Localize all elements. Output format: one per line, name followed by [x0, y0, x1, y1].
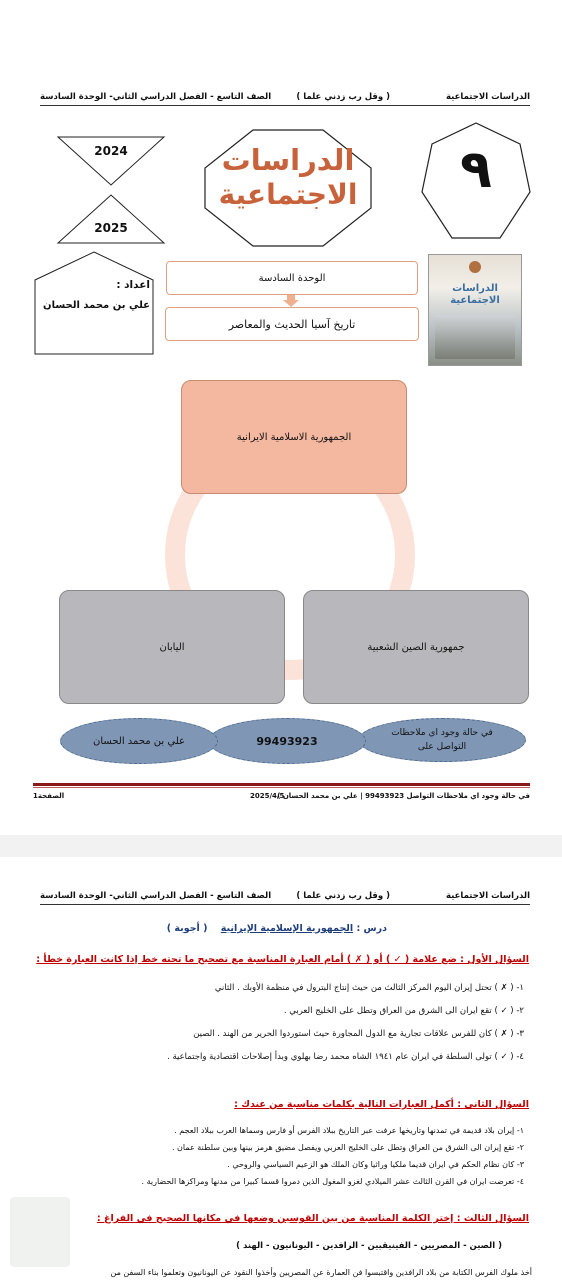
- year-bottom: 2025: [94, 221, 128, 235]
- footer-page-number: الصفحة1: [33, 792, 65, 800]
- author-name: علي بن محمد الحسان: [43, 300, 150, 311]
- q2-item-1: ١- إيران بلاد قديمة في تمدنها وتاريخها عرفت عبر التاريخ ببلاد الفرس أو فارس وسماها العرب ببلاد العجم .: [174, 1126, 524, 1135]
- book-title: الدراسات الاجتماعية: [450, 283, 500, 306]
- contact-phone-ellipse: 99493923: [208, 718, 366, 764]
- cover-title-line2: الاجتماعية: [218, 177, 358, 211]
- q1-item-3: ٣- ( ✗ ) كان للفرس علاقات تجارية مع الدول المجاورة حيث استوردوا الحرير من الهند . الصين: [193, 1029, 524, 1039]
- q3-options: ( الصين - المصريين - الفينيقيين - الرافدين - اليونانيون - الهند ): [236, 1241, 502, 1251]
- footer-divider: [33, 783, 530, 786]
- q2-item-4: ٤- تعرضت ايران في القرن الثالث عشر الميلادي لغزو المغول الذين دمروا قسما كبيرا من مدنها ومراكزها الحضارية .: [141, 1177, 524, 1186]
- q2-item-3: ٣- كان نظام الحكم في ايران قديما ملكيا وراثيا وكان الملك هو الزعيم السياسي والروحي .: [227, 1160, 524, 1169]
- q1-item-4: ٤- ( ✓ ) تولى السلطة في ايران عام ١٩٤١ الشاه محمد رضا بهلوي وبدأ إصلاحات اقتصادية واجتماعية .: [167, 1052, 524, 1062]
- header2-grade: الصف التاسع - الفصل الدراسي الثاني- الوحدة السادسة: [40, 891, 272, 901]
- lesson-label: درس :: [356, 923, 387, 934]
- header2-subject: الدراسات الاجتماعية: [445, 891, 530, 901]
- cross-mark-icon: ✗: [500, 1029, 508, 1039]
- cycle-left-box: اليابان: [59, 590, 285, 704]
- q1-title: السؤال الأول : ضع علامة ( ✓ ) أو ( ✗ ) أمام العبارة المناسبة مع تصحيح ما تحته خط إذا كانت العبارة خطأ :: [36, 954, 529, 965]
- q3-title: السؤال الثالث : إختر الكلمة المناسبة من بين القوسين وضعها في مكانها الصحيح في الفراغ :: [96, 1213, 529, 1224]
- header-subject: الدراسات الاجتماعية: [445, 92, 530, 102]
- lesson-answers: ( أجوبة ): [166, 923, 208, 934]
- contact-note-ellipse: في حالة وجود اي ملاحظات التواصل على: [358, 718, 526, 762]
- book-emblem-icon: [469, 261, 481, 273]
- q1-item-2: ٢- ( ✓ ) تقع ايران الى الشرق من العراق وتطل على الخليج العربي .: [283, 1006, 524, 1016]
- page-2: [0, 857, 562, 1280]
- page2-header: [40, 891, 530, 905]
- header-motto: ( وقل رب زدني علما ): [296, 92, 390, 102]
- footer-contact: في حالة وجود اي ملاحظات التواصل 99493923 | علي بن محمد الحسان ): [277, 792, 530, 800]
- watermark-logo: [10, 1197, 70, 1267]
- check-mark-icon: ✓: [500, 1006, 508, 1016]
- year-top: 2024: [94, 144, 128, 158]
- header2-motto: ( وقل رب زدني علما ): [296, 891, 390, 901]
- page-gap: [0, 835, 562, 857]
- cycle-right-box: جمهورية الصين الشعبية: [303, 590, 529, 704]
- unit-label-box: الوحدة السادسة: [166, 261, 418, 295]
- textbook-cover-image: [428, 254, 522, 366]
- footer-divider-thin: [33, 787, 530, 788]
- footer-date: 2025/4/5: [250, 792, 285, 800]
- down-arrow-icon: [283, 295, 299, 307]
- lesson-title: الجمهورية الإسلامية الإيرانية: [220, 923, 354, 934]
- grade-number: ٩: [460, 140, 492, 200]
- header-divider: [40, 105, 530, 106]
- lesson-heading: [167, 923, 387, 934]
- book-buildings-image: [435, 315, 515, 359]
- header-grade: الصف التاسع - الفصل الدراسي الثاني- الوحدة السادسة: [40, 92, 272, 102]
- q2-title: السؤال الثاني : أكمل العبارات التالية بكلمات مناسبة من عندك :: [234, 1099, 529, 1110]
- cross-mark-icon: ✗: [500, 983, 508, 993]
- year-triangle-bottom: [56, 193, 166, 245]
- q3-line-1: أخذ ملوك الفرس الكتابة من بلاد الرافدين واقتبسوا فن العمارة عن المصريين وأخذوا النقود عن اليونانيون وتعلموا بناء السفن من: [110, 1268, 532, 1277]
- cover-title-line1: الدراسات: [221, 143, 355, 177]
- q2-item-2: ٢- تقع إيران الى الشرق من العراق وتطل على الخليج العربي ويفصل مضيق هرمز بينها وبين سلطنة عمان .: [171, 1143, 524, 1152]
- unit-title-box: تاريخ آسيا الحديث والمعاصر: [165, 307, 419, 341]
- header2-divider: [40, 904, 530, 905]
- page-header: [40, 92, 530, 106]
- q1-item-1: ١- ( ✗ ) تحتل إيران اليوم المركز الثالث من حيث إنتاج البترول في منظمة الأوبك . الثاني: [214, 983, 524, 993]
- prepared-label: اعداد :: [116, 279, 150, 291]
- contact-author-ellipse: علي بن محمد الحسان: [60, 718, 218, 764]
- check-mark-icon: ✓: [500, 1052, 508, 1062]
- cycle-top-box: الجمهورية الاسلامية الايرانية: [181, 380, 407, 494]
